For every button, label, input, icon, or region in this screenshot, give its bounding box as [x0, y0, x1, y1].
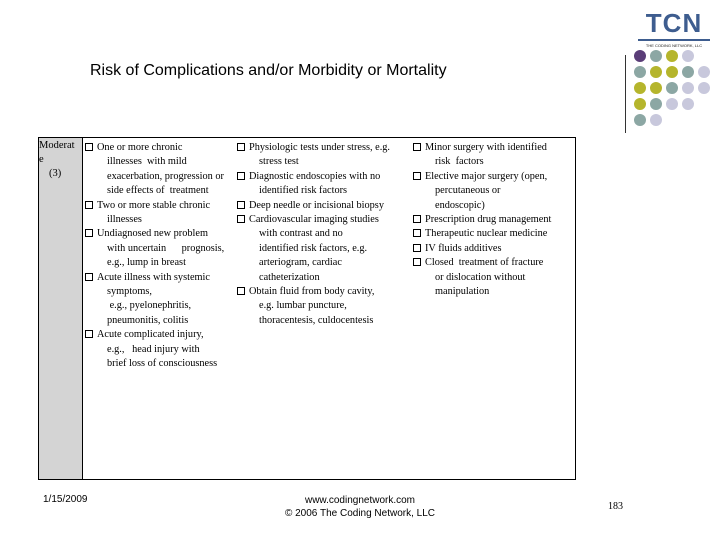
dot-teal	[650, 98, 662, 110]
checkbox-bullet-icon	[85, 330, 93, 338]
decorative-divider-line	[625, 55, 626, 133]
checkbox-bullet-icon	[413, 229, 421, 237]
dot-teal	[650, 50, 662, 62]
risk-item-line: e.g., pyelonephritis,	[107, 300, 192, 312]
risk-item-line: Acute illness with systemic	[97, 271, 210, 283]
checkbox-bullet-icon	[85, 229, 93, 237]
risk-item	[413, 170, 575, 213]
page-number: 183	[608, 501, 623, 512]
risk-item-line: Acute complicated injury,	[97, 329, 204, 341]
risk-item-line: Therapeutic nuclear medicine	[425, 228, 548, 240]
risk-item-line: thoracentesis, culdocentesis	[259, 314, 374, 326]
risk-item-line: Undiagnosed new problem	[97, 228, 208, 240]
risk-item	[85, 227, 235, 270]
risk-item	[237, 213, 417, 285]
risk-item-line: Closed treatment of fracture	[425, 257, 544, 269]
risk-item-line: Deep needle or incisional biopsy	[249, 199, 384, 211]
risk-item-line: endoscopic)	[435, 199, 485, 211]
checkbox-bullet-icon	[85, 201, 93, 209]
risk-item-line: e.g. lumbar puncture,	[259, 300, 347, 312]
risk-item-line: e.g., lump in breast	[107, 257, 186, 269]
risk-item	[237, 199, 417, 213]
risk-item-line: Minor surgery with identified	[425, 142, 547, 153]
dot-purple	[634, 50, 646, 62]
risk-item-line: side effects of treatment	[107, 185, 209, 197]
risk-level-score: (3)	[49, 168, 62, 179]
risk-item-line: identified risk factors, e.g.	[259, 242, 368, 254]
risk-level-label: Moderat	[39, 140, 75, 151]
checkbox-bullet-icon	[237, 287, 245, 295]
checkbox-bullet-icon	[413, 143, 421, 151]
risk-item-line: or dislocation without	[435, 271, 526, 283]
checkbox-bullet-icon	[237, 201, 245, 209]
dot-lavender	[682, 82, 694, 94]
dot-lavender	[682, 50, 694, 62]
dot-lavender	[650, 114, 662, 126]
dot-olive	[666, 50, 678, 62]
risk-item	[85, 271, 235, 329]
logo-subtitle: THE CODING NETWORK, LLC	[645, 43, 703, 48]
dot-lavender	[698, 82, 710, 94]
slide-title: Risk of Complications and/or Morbidity or Mortality	[90, 62, 447, 79]
dot-olive	[650, 66, 662, 78]
risk-item-line: exacerbation, progression or	[107, 170, 224, 182]
risk-item-line: arteriogram, cardiac	[259, 257, 342, 269]
dot-olive	[650, 82, 662, 94]
footer-date: 1/15/2009	[43, 494, 88, 505]
risk-item-line: Prescription drug management	[425, 214, 552, 226]
dot-olive	[634, 98, 646, 110]
risk-item-line: Elective major surgery (open,	[425, 170, 548, 182]
risk-item-line: Two or more stable chronic	[97, 199, 211, 211]
risk-item-line: identified risk factors	[259, 185, 348, 197]
risk-item	[85, 328, 235, 371]
dot-teal	[682, 66, 694, 78]
risk-item-line: symptoms,	[107, 286, 152, 298]
risk-level-label-continued: e	[39, 154, 44, 165]
risk-item	[413, 227, 575, 241]
dot-lavender	[698, 66, 710, 78]
logo-text: TCN	[645, 8, 703, 38]
risk-item	[85, 199, 235, 228]
risk-item	[237, 141, 417, 170]
presenting-problems-column	[85, 141, 235, 372]
risk-table	[38, 137, 576, 480]
risk-item-line: with uncertain prognosis,	[107, 242, 225, 254]
risk-item-line: e.g., head injury with	[107, 343, 200, 355]
risk-item-line: catheterization	[259, 271, 320, 283]
dot-teal	[666, 82, 678, 94]
footer-copyright: © 2006 The Coding Network, LLC	[284, 508, 436, 519]
risk-item	[413, 242, 575, 256]
checkbox-bullet-icon	[413, 244, 421, 252]
risk-level-cell	[39, 138, 83, 479]
risk-item-line: Cardiovascular imaging studies	[249, 214, 379, 226]
dot-teal	[634, 66, 646, 78]
checkbox-bullet-icon	[413, 258, 421, 266]
risk-item-line: IV fluids additives	[425, 242, 502, 254]
risk-item	[237, 170, 417, 199]
risk-item-line: brief loss of consciousness	[107, 358, 218, 370]
tcn-logo	[634, 8, 714, 48]
checkbox-bullet-icon	[85, 143, 93, 151]
risk-item	[413, 256, 575, 299]
risk-item-line: Obtain fluid from body cavity,	[249, 286, 375, 298]
dot-teal	[634, 114, 646, 126]
dot-olive	[666, 66, 678, 78]
diagnostic-procedures-column	[237, 141, 417, 328]
risk-item	[413, 141, 575, 170]
dot-lavender	[682, 98, 694, 110]
management-options-column	[413, 141, 575, 299]
dot-lavender	[666, 98, 678, 110]
risk-item-line: illnesses with mild	[107, 156, 187, 168]
risk-item-line: risk factors	[435, 156, 484, 168]
dot-olive	[634, 82, 646, 94]
risk-item-line: manipulation	[435, 286, 490, 298]
risk-item	[237, 285, 417, 328]
risk-item-line: Diagnostic endoscopies with no	[249, 170, 381, 182]
checkbox-bullet-icon	[413, 215, 421, 223]
risk-item-line: stress test	[259, 156, 299, 168]
risk-item-line: with contrast and no	[259, 228, 343, 240]
risk-item-line: Physiologic tests under stress, e.g.	[249, 142, 390, 153]
risk-item	[85, 141, 235, 199]
logo-underline	[638, 39, 710, 41]
risk-item-line: illnesses	[107, 214, 142, 226]
risk-item-line: percutaneous or	[435, 185, 501, 197]
checkbox-bullet-icon	[237, 172, 245, 180]
footer-website: www.codingnetwork.com	[304, 495, 416, 506]
risk-item-line: pneumonitis, colitis	[107, 314, 189, 326]
checkbox-bullet-icon	[237, 143, 245, 151]
checkbox-bullet-icon	[85, 273, 93, 281]
footer-info	[220, 494, 500, 520]
risk-item	[413, 213, 575, 227]
checkbox-bullet-icon	[413, 172, 421, 180]
checkbox-bullet-icon	[237, 215, 245, 223]
risk-item-line: One or more chronic	[97, 142, 183, 153]
